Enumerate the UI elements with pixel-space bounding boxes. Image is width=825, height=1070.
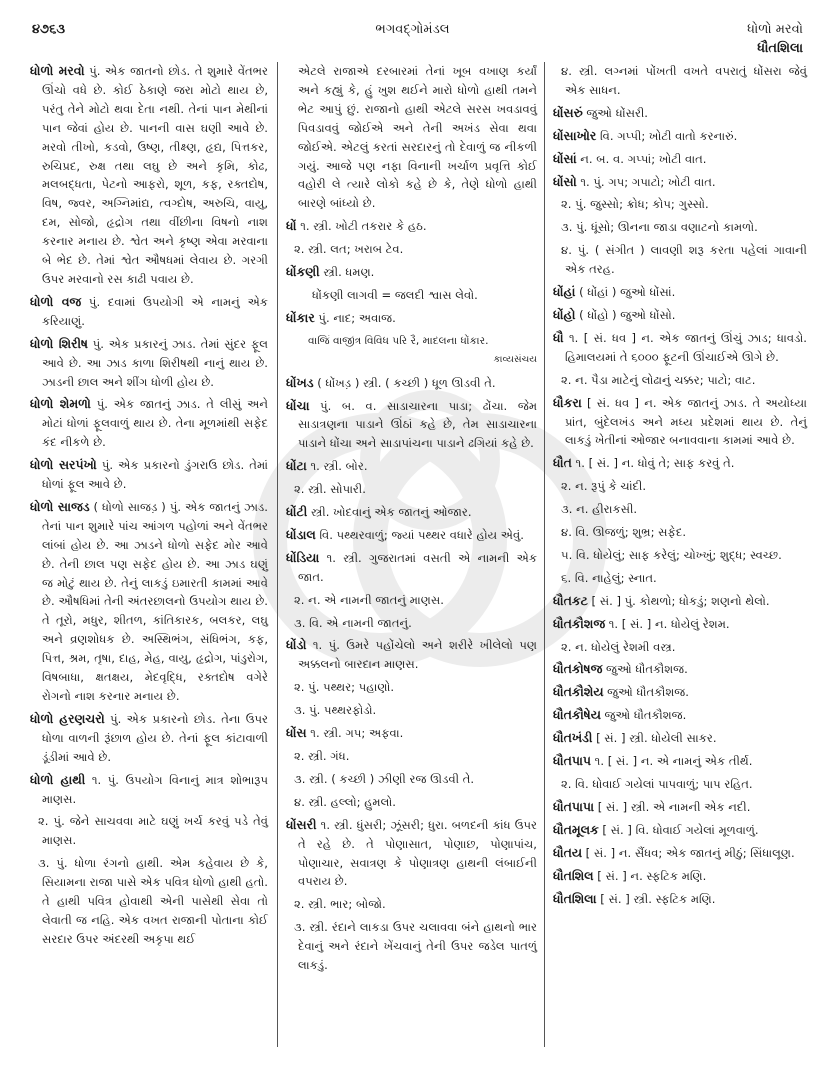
headword: ધોંસાખોર xyxy=(553,127,597,143)
dictionary-entry xyxy=(30,62,268,289)
headword: ધોંખડ xyxy=(286,374,314,390)
definition-text: જુઓ ધૌતકૌશજ. xyxy=(604,708,687,723)
headword: ધૌતખંડી xyxy=(553,730,593,746)
definition-text: પું. એક જાતનો છોડ. તે શુમારે વેંતભર ઊંચો વધે છે. કોઈ ઠેકાણે જરા મોટો થાય છે, પરંતુ તેને મોટો થવા દેતા નથી. તેનાં પાન મેથીનાં પાન જેવાં હોય છે. પાનની વાસ ઘણી આવે છે. મરવો તીખો, કડવો, ઉષ્ણ, તીક્ષ્ણ, હૃદ્ય, પિત્તકર, રુચિપ્રદ, રુક્ષ તથા લઘુ છે અને કૃમિ, કોઢ, મલબદ્ધતા, પેટનો આફરો, શૂળ, કફ, રક્તદોષ, વિષ, જ્વર, અગ્નિમાંદ્ય, ત્વગ્દોષ, અરુચિ, વાયુ, દમ, સોજો, હૃદ્રોગ તથા વીંછીના વિષનો નાશ કરનાર મનાય છે. શ્વેત અને કૃષ્ણ એવા મરવાના બે ભેદ છે. તેમાં શ્વેત ઔષધમાં લેવાય છે. ગરગી ઉપર મરવાનો રસ કાઢી પવાય છે. xyxy=(42,64,268,286)
definition-text: વિ. ગપ્પી; ખોટી વાતો કરનારું. xyxy=(599,128,738,143)
dictionary-entry xyxy=(553,173,807,192)
dictionary-entry xyxy=(553,706,807,725)
dictionary-entry xyxy=(553,394,807,451)
headword: ધોંડો xyxy=(286,637,307,653)
headword: ધૌતકૌશેય xyxy=(553,684,604,700)
headword: ધૌ xyxy=(553,329,564,345)
guide-word-last: ધૌતશિલા xyxy=(757,41,803,56)
dictionary-entry xyxy=(553,329,807,367)
headword: ધોંકણી xyxy=(286,264,320,280)
headword: ધોંટા xyxy=(286,458,307,474)
numbered-sense: ૩. પું. ધોળા રંગનો હાથી. એમ કહેવાય છે કે, સિયામના રાજા પાસે એક પવિત્ર ધોળો હાથી હતો. તે હાથી પવિત્ર હોવાથી એની પાસેથી સેવા તો લેવાતી જ નહિ. એક વખત રાજાની પોતાના કોઈ સરદાર ઉપર અંદરથી અકૃપા થઈ xyxy=(38,856,268,946)
continued-text: એટલે રાજાએ દરબારમાં તેનાં ખૂબ વખાણ કર્યાં અને કહ્યું કે, હું ખુશ થઈને મારો ધોળો હાથી તમને ભેટ આપું છું. રાજાનો હાથી એટલે સરસ ખવડાવવું પિવડાવવું જોઈએ અને તેની અખંડ સેવા થવા જોઈએ. એટલું કરતાં સરદારનું તો દેવાળું જ નીકળી ગયું. આજે પણ નફા વિનાની ખર્ચાળ પ્રવૃત્તિ કોઈ વહોરી લે ત્યારે લોકો કહે છે કે, તેણે ધોળો હાથી બારણે બાંધ્યો છે. xyxy=(298,64,537,211)
dictionary-entry xyxy=(286,397,537,454)
definition-text: ( ધોંહો ) જુઓ ધોંસો. xyxy=(579,307,676,322)
dictionary-entry xyxy=(286,309,537,328)
definition-text: ૧. સ્ત્રી. બોર. xyxy=(310,459,368,474)
definition-text: ૧. સ્ત્રી. ગુજરાતમાં વસતી એ નામની એક જાત. xyxy=(298,550,537,584)
dictionary-entry xyxy=(286,526,537,545)
guide-word-first: ધોળો મરવો xyxy=(747,22,803,37)
headword: ધોંટી xyxy=(286,504,308,520)
headword: ધોંહો xyxy=(553,306,576,322)
headword: ધૌતકોષજ xyxy=(553,661,603,677)
numbered-sense: ૩. પું. પથ્થરફોડો. xyxy=(294,703,377,718)
dictionary-entry xyxy=(553,752,807,771)
headword: ધૌતકૌષેય xyxy=(553,707,601,723)
definition-text: [ સં. ] ન. સ્ફટિક મણિ. xyxy=(597,868,707,883)
column-2 xyxy=(286,62,537,979)
dictionary-entry xyxy=(553,104,807,123)
definition-text: ૧. સ્ત્રી. ખોટી તકરાર કે હઠ. xyxy=(300,219,427,234)
definition-text: જુઓ ધોંસરી. xyxy=(586,105,648,120)
dictionary-entry xyxy=(30,395,268,452)
dictionary-entry xyxy=(553,660,807,679)
dictionary-entry xyxy=(30,456,268,494)
definition-text: ૧. સ્ત્રી. ગપ; અફવા. xyxy=(310,726,404,741)
definition-text: [ સં. ધવ ] ન. એક જાતનું ઝાડ. તે અયોધ્યા પ્રાંત, બુંદેલખંડ અને મધ્ય પ્રદેશમાં થાય છે. તેનું લાકડું ખેતીનાં ઓજાર બનાવવાના કામમાં આવે છે. xyxy=(565,395,807,448)
definition-text: ૧. [ સં. ] ન. એ નામનું એક તીર્થ. xyxy=(594,754,753,769)
dictionary-entry xyxy=(286,457,537,476)
numbered-sense: ૨. સ્ત્રી. સોપારી. xyxy=(294,482,366,497)
definition-text: ( ધોંહાં ) જુઓ ધોંસાં. xyxy=(579,285,676,300)
numbered-sense: ૨. ન. પૈડા માટેનું લોઢાનું ચક્કર; પાટો; વાટ. xyxy=(561,372,756,387)
quotation-source: કાવ્યસંચય xyxy=(493,353,537,365)
column-3 xyxy=(553,62,807,912)
definition-text: [ સં. ] વિ. ધોવાઈ ગયેલાં મૂળવાળું. xyxy=(602,822,759,837)
numbered-sense: ૪. સ્ત્રી. હલ્લો; હુમલો. xyxy=(294,794,396,809)
headword: ધોંસરી xyxy=(286,816,317,832)
definition-text: જુઓ ધૌતકૌશજ. xyxy=(606,662,688,677)
dictionary-entry xyxy=(286,549,537,587)
headword: ધૌત xyxy=(553,455,572,471)
numbered-sense: ૩. વિ. એ નામની જાતનું. xyxy=(294,615,412,630)
numbered-sense: ૪. વિ. ઊજળું; શુભ્ર; સફેદ. xyxy=(561,525,687,540)
definition-text: ૧. [ સં. ધવ ] ન. એક જાતનું ઊંચું ઝાડ; ધાવડો. હિમાલયમાં તે ૬૦૦૦ ફૂટની ઊંચાઈએ ઊગે છે. xyxy=(565,330,807,364)
definition-text: [ સં. ] સ્ત્રી. સ્ફટિક મણિ. xyxy=(600,891,716,906)
numbered-sense: ૨. પું. જેને સાચવવા માટે ઘણું ખર્ચ કરવું પડે તેવું માણસ. xyxy=(38,814,268,848)
definition-text: [ સં. ] સ્ત્રી. એ નામની એક નદી. xyxy=(597,799,751,814)
headword: ધોળો શેમળો xyxy=(30,396,91,412)
dictionary-entry xyxy=(553,890,807,909)
dictionary-entry xyxy=(553,821,807,840)
headword: ધોંહાં xyxy=(553,284,576,300)
numbered-sense: ૨. ન. ધોયેલું રેશમી વસ્ત્ર. xyxy=(561,639,676,654)
headword: ધૌતમૂલક xyxy=(553,821,599,837)
book-title: ભગવદ્ગોમંડલ xyxy=(375,22,450,37)
definition-text: સ્ત્રી. ધમણ. xyxy=(323,265,375,280)
dictionary-entry xyxy=(30,710,268,767)
definition-text: ૧. [ સં. ] ન. ધોવું તે; સાફ કરવું તે. xyxy=(575,456,735,471)
numbered-sense: ૨. વિ. ધોવાઈ ગયેલાં પાપવાળું; પાપ રહિત. xyxy=(561,777,753,791)
headword: ધોળો સરપંખો xyxy=(30,457,97,473)
dictionary-entry xyxy=(30,498,268,706)
headword: ધોંસો xyxy=(553,173,577,189)
dictionary-entry xyxy=(553,844,807,863)
headword: ધૌતશિલા xyxy=(553,890,597,906)
definition-text: પું. એક પ્રકારનો ડુંગરાઉ છોડ. તેમાં ધોળાં ફૂલ આવે છે. xyxy=(42,458,269,492)
headword: ધોળો સાજડ xyxy=(30,498,90,514)
definition-text: [ સં. ] ન. સૈંધવ; એક જાતનું મીઠું; સિંધાલૂણ. xyxy=(585,845,795,860)
dictionary-entry xyxy=(553,867,807,886)
definition-text: ૧. પું. ઉમરે પહોંચેલો અને શરીરે ખીલેલો પણ અક્કલનો બારદાન માણસ. xyxy=(298,638,537,672)
headword: ધોંડિયા xyxy=(286,549,320,565)
headword: ધોંસાં xyxy=(553,150,577,166)
headword: ધોંચા xyxy=(286,397,310,413)
headword: ધોળો શિરીષ xyxy=(30,335,88,351)
headword: ધોળો હરણચરો xyxy=(30,710,105,726)
headword: ધૌતપાપ xyxy=(553,753,591,769)
column-1 xyxy=(30,62,268,953)
dictionary-entry xyxy=(286,503,537,522)
numbered-sense: ૩. ન. હીરાકસી. xyxy=(561,502,638,517)
numbered-sense: ૨. પું. પથ્થર; પહાણો. xyxy=(294,680,395,695)
dictionary-entry xyxy=(286,724,537,743)
headword: ધોળો હાથી xyxy=(30,771,86,787)
definition-text: જુઓ ધૌતકૌશજ. xyxy=(607,685,689,700)
dictionary-entry xyxy=(553,615,807,634)
dictionary-entry xyxy=(553,798,807,817)
definition-text: ૧. પું. ઉપયોગ વિનાનું માત્ર શોભારૂપ માણસ. xyxy=(42,772,268,806)
dictionary-entry xyxy=(286,636,537,674)
definition-text: વિ. પથ્થરવાળું; જ્યાં પથ્થર વધારે હોય એવું. xyxy=(319,527,524,542)
numbered-sense: ૨. સ્ત્રી. ભાર; બોજો. xyxy=(294,897,386,912)
headword: ધૌતકટ xyxy=(553,592,588,608)
dictionary-entry xyxy=(553,150,807,169)
headword: ધોળો મરવો xyxy=(30,63,85,78)
definition-text: ૧. સ્ત્રી. ધુંસરી; ઝૂંસરી; ધુરા. બળદની કાંધ ઉપર તે રહે છે. તે પોણાસાત, પોણાછ, પોણાપાંચ, પોણાચાર, સવાત્રણ કે પોણાત્રણ હાથની લંબાઈની વપરાય છે. xyxy=(298,817,537,889)
definition-text: પું. એક પ્રકારનું ઝાડ. તેમાં સુંદર ફૂલ આવે છે. આ ઝાડ કાળા શિરીષથી નાનું થાય છે. ઝાડની છાલ અને શીંગ ધોળી હોય છે. xyxy=(42,336,269,389)
dictionary-entry xyxy=(553,454,807,473)
numbered-sense: ૪. પું. ( સંગીત ) લાવણી શરૂ કરતા પહેલાં ગાવાની એક તરહ. xyxy=(561,243,807,277)
dictionary-entry xyxy=(553,283,807,302)
numbered-sense: ૨. સ્ત્રી. ગંધ. xyxy=(294,749,350,763)
numbered-sense: ૬. વિ. નાહેલું; સ્નાત. xyxy=(561,570,657,585)
headword: ધૌતય xyxy=(553,844,582,860)
dictionary-entry xyxy=(286,816,537,892)
page-header xyxy=(0,0,825,56)
definition-text: [ સં. ] સ્ત્રી. ધોયેલી સાકર. xyxy=(596,731,717,746)
column-divider xyxy=(544,62,545,1047)
definition-text: ૧. [ સં. ] ન. ધોયેલું રેશમ. xyxy=(608,616,730,631)
headword: ધોંડાલ xyxy=(286,526,316,542)
definition-text: પું. દવામાં ઉપયોગી એ નામનું એક કરિયાણું. xyxy=(42,294,268,328)
dictionary-entry xyxy=(553,683,807,702)
numbered-sense: ૩. સ્ત્રી. રંદાને લાકડા ઉપર ચલાવવા બંને હાથનો ભાર દેવાનું અને રંદાને ખેંચવાનું તેની ઉપર જડેલ પાતળું લાકડું. xyxy=(294,920,537,973)
numbered-sense: ૨. સ્ત્રી. લત; ખરાબ ટેવ. xyxy=(294,242,404,257)
headword: ધોંસરું xyxy=(553,104,583,120)
dictionary-entry xyxy=(553,729,807,748)
headword: ધોળો વજ xyxy=(30,293,82,309)
definition-text: ( ધોળો સાજડ઼ ) પું. એક જાતનું ઝાડ. તેનાં પાન શુમારે પાંચ આંગળ પહોળાં અને વેંતભર લાંબાં હોય છે. આ ઝાડને ધોળો સફેદ મોર આવે છે. તેની છાલ પણ સફેદ હોય છે. આ ઝાડ ઘણું જ મોટું થાય છે. તેનું લાકડું ઇમારતી કામમાં આવે છે. ઔષધિમાં તેની અંતરછાલનો ઉપયોગ થાય છે. તે તૂરો, મધુર, શીતળ, કાંતિકારક, બલકર, લઘુ અને વ્રણશોધક છે. અસ્થિભંગ, સંધિભંગ, કફ, પિત્ત, શ્રમ, તૃષા, દાહ, મેહ, વાયુ, હૃદ્રોગ, પાંડુરોગ, વિષબાધા, ક્ષતક્ષય, મેદવૃદ્ધિ, રક્તદોષ વગેરે રોગનો નાશ કરનાર મનાય છે. xyxy=(42,499,268,703)
quotation: વાજિં વાજીંત્ર વિવિધ પરિ રૈ, માદલના ધોંકાર. xyxy=(308,334,489,347)
definition-text: ન. બ. વ. ગપ્પાં; ખોટી વાત. xyxy=(580,151,707,166)
column-divider xyxy=(277,62,278,1047)
dictionary-entry xyxy=(286,217,537,236)
numbered-sense: ૨. ન. રૂપું કે ચાંદી. xyxy=(561,479,647,494)
numbered-sense: ૫. વિ. ધોયેલું; સાફ કરેલું; ચોખ્ખું; શુદ્ધ; સ્વચ્છ. xyxy=(561,547,782,562)
numbered-sense: ૨. પું. જુસ્સો; ક્રોધ; કોપ; ગુસ્સો. xyxy=(561,197,709,212)
numbered-sense: ૩. પું. ધૂંસો; ઊનના જાડા વણાટનો કામળો. xyxy=(561,220,758,235)
numbered-sense: ૪. સ્ત્રી. લગ્નમાં પોંખતી વખતે વપરાતું ધોંસરા જેવું એક સાધન. xyxy=(561,64,807,97)
definition-text: પું. એક પ્રકારનો છોડ. તેના ઉપર ધોળા વાળની રૂંછાળ હોય છે. તેનાં ફૂલ કાંટાવાળી ડૂંડીમાં આવે છે. xyxy=(42,711,269,764)
dictionary-entry xyxy=(553,306,807,325)
dictionary-entry xyxy=(30,335,268,392)
headword: ધોંસ xyxy=(286,725,307,741)
dictionary-entry xyxy=(286,374,537,393)
definition-text: ૧. પું. ગપ; ગપાટો; ખોટી વાત. xyxy=(580,174,716,189)
dictionary-entry xyxy=(286,263,537,282)
headword: ધોંકાર xyxy=(286,309,315,325)
definition-text: પું. નાદ; અવાજ. xyxy=(318,310,396,325)
headword: ધૌતશિલ xyxy=(553,867,594,883)
headword: ધૌતપાપા xyxy=(553,798,594,814)
numbered-sense: ૨. ન. એ નામની જાતનું માણસ. xyxy=(294,592,444,607)
definition-text: ( ધોંખડ઼ ) સ્ત્રી. ( કચ્છી ) ધૂળ ઊડવી તે. xyxy=(317,375,496,390)
dictionary-entry xyxy=(553,127,807,146)
headword: ધોં xyxy=(286,218,297,234)
numbered-sense: ૩. સ્ત્રી. ( કચ્છી ) ઝીણી રજ ઊડવી તે. xyxy=(294,771,475,786)
usage-example: ધોંકણી લાગવી = જલદી શ્વાસ લેવો. xyxy=(312,287,478,302)
definition-text: પું. એક જાતનું ઝાડ. તે લીસું અને મોટાં ધોળાં ફૂલવાળું થાય છે. તેના મૂળમાંથી સફેદ કંદ નીકળે છે. xyxy=(42,397,269,450)
definition-text: સ્ત્રી. ખોદવાનું એક જાતનું ઓજાર. xyxy=(310,505,472,520)
headword: ધૌકરા xyxy=(553,394,582,410)
dictionary-entry xyxy=(553,592,807,611)
definition-text: પું. બ. વ. સાડાચારના પાડા; ઢોંચા. જેમ સાડાત્રણના પાડાને ઊંઠાં કહે છે, તેમ સાડાચારના પાડાને ધોંચા અને સાડાપાંચના પાડાને ઢગિયાં કહે છે. xyxy=(298,398,538,451)
definition-text: [ સં. ] પું. કોથળો; ધોકડું; શણનો થેલો. xyxy=(591,593,770,608)
dictionary-entry xyxy=(30,293,268,331)
guide-words xyxy=(747,20,803,58)
page-number: ૪૭૬૩ xyxy=(32,22,66,37)
headword: ધૌતકૌશજ xyxy=(553,615,606,631)
dictionary-entry xyxy=(30,771,268,809)
